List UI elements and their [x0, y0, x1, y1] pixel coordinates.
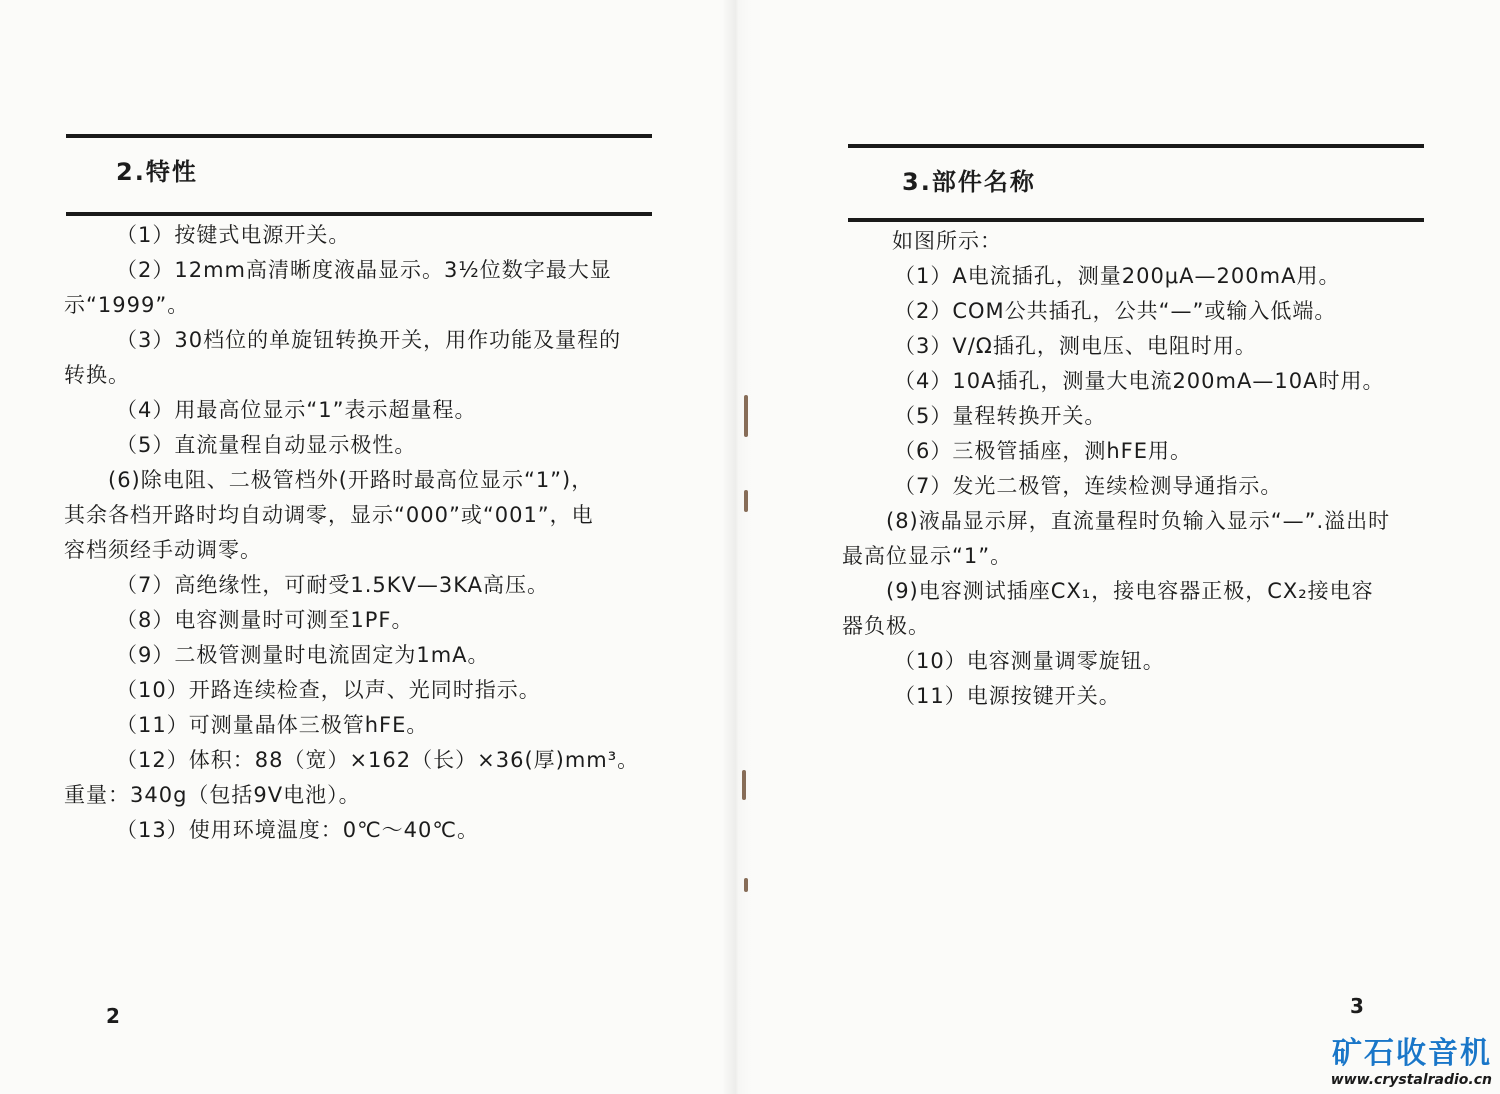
list-item: (6)除电阻、二极管档外(开路时最高位显示“1”)，: [108, 468, 594, 492]
list-item: （4）10A插孔，测量大电流200mA—10A时用。: [894, 369, 1385, 393]
list-item: 其余各档开路时均自动调零，显示“000”或“001”，电: [64, 503, 594, 527]
list-item: （11）可测量晶体三极管hFE。: [116, 713, 429, 737]
parts-list: [842, 259, 1390, 714]
list-item: （9）二极管测量时电流固定为1mA。: [116, 643, 490, 667]
list-item: （2）12mm高清晰度液晶显示。3½位数字最大显: [116, 258, 612, 282]
binding-stain: [744, 395, 748, 437]
watermark-url: www.crystalradio.cn: [1330, 1072, 1492, 1088]
section-heading: 3.部件名称: [902, 168, 1036, 196]
list-item: （8）电容测量时可测至1PF。: [116, 608, 414, 632]
binding-stain: [744, 878, 748, 892]
list-item: （3）V/Ω插孔，测电压、电阻时用。: [894, 334, 1257, 358]
list-item: （4）用最高位显示“1”表示超量程。: [116, 398, 477, 422]
list-item: 最高位显示“1”。: [842, 544, 1013, 568]
intro-text: 如图所示：: [892, 229, 1002, 253]
list-item: 示“1999”。: [64, 293, 190, 317]
watermark-title: 矿石收音机: [1332, 1036, 1492, 1071]
list-item: （11）电源按键开关。: [894, 684, 1121, 708]
list-item: （5）量程转换开关。: [894, 404, 1107, 428]
list-item: (9)电容测试插座CX₁，接电容器正极，CX₂接电容: [886, 579, 1374, 603]
feature-list: [64, 218, 639, 848]
list-item: （13）使用环境温度：0℃～40℃。: [116, 818, 479, 842]
list-item: 器负极。: [842, 614, 930, 638]
list-item: （1）按键式电源开关。: [116, 223, 351, 247]
list-item: (8)液晶显示屏，直流量程时负输入显示“—”.溢出时: [886, 509, 1391, 533]
list-item: （10）电容测量调零旋钮。: [894, 649, 1165, 673]
list-item: 容档须经手动调零。: [64, 538, 262, 562]
list-item: （1）A电流插孔，测量200μA—200mA用。: [894, 264, 1341, 288]
list-item: （7）发光二极管，连续检测导通指示。: [894, 474, 1283, 498]
binding-stain: [744, 490, 748, 512]
heading-rule-bottom: [66, 212, 652, 216]
heading-rule-bottom: [848, 218, 1424, 222]
binding-stain: [742, 770, 746, 800]
page-number: 3: [1350, 994, 1364, 1018]
list-item: （10）开路连续检查，以声、光同时指示。: [116, 678, 541, 702]
list-item: 转换。: [64, 363, 130, 387]
right-page: [752, 0, 1500, 1094]
heading-rule-top: [848, 144, 1424, 148]
list-item: （12）体积：88（宽）×162（长）×36(厚)mm³。: [116, 748, 640, 772]
list-item: （2）COM公共插孔，公共“—”或输入低端。: [894, 299, 1337, 323]
list-item: 重量：340g（包括9V电池）。: [64, 783, 361, 807]
book-gutter: [722, 0, 752, 1094]
site-watermark: [1331, 1028, 1492, 1088]
page-number: 2: [106, 1004, 120, 1028]
section-heading: 2.特性: [116, 158, 198, 186]
heading-rule-top: [66, 134, 652, 138]
list-item: （3）30档位的单旋钮转换开关，用作功能及量程的: [116, 328, 622, 352]
list-item: （6）三极管插座，测hFE用。: [894, 439, 1193, 463]
list-item: （7）高绝缘性，可耐受1.5KV—3KA高压。: [116, 573, 550, 597]
left-page: [0, 0, 722, 1094]
list-item: （5）直流量程自动显示极性。: [116, 433, 417, 457]
